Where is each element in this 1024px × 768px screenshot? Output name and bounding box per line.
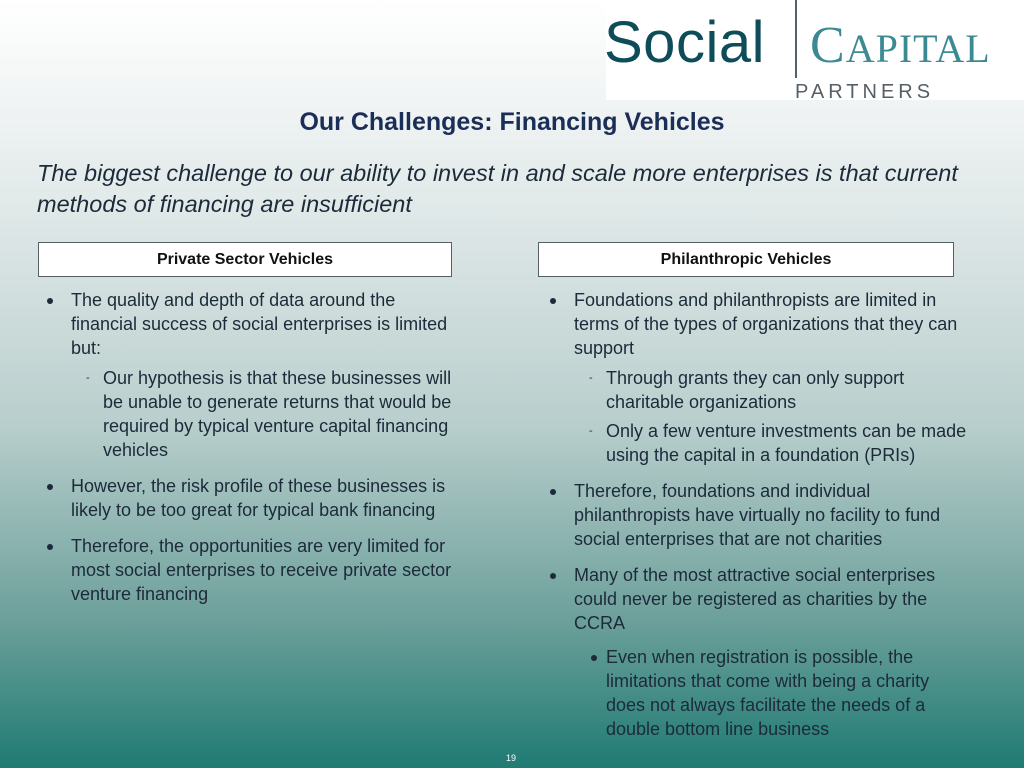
bullet-text: Foundations and philanthropists are limited in terms of the types of organizations that they can support	[574, 290, 958, 358]
bullet-text: Many of the most attractive social enterprises could never be registered as charities by the CCRA	[574, 565, 936, 633]
logo-capital-rest: APITAL	[845, 26, 991, 71]
philanthropic-header: Philanthropic Vehicles	[538, 242, 954, 277]
sub-bullet-item	[71, 366, 462, 462]
private-sector-column	[46, 288, 462, 606]
logo-partners-text: PARTNERS	[795, 81, 935, 103]
bullet-item	[46, 474, 462, 522]
sub-bullet-item	[574, 366, 969, 414]
bullet-item	[46, 534, 462, 606]
sub-bullet-text: Only a few venture investments can be made using the capital in a foundation (PRIs)	[606, 421, 967, 465]
bullet-item	[549, 288, 969, 467]
bullet-text: Therefore, foundations and individual philanthropists have virtually no facility to fund social enterprises that are not charities	[574, 481, 941, 549]
sub-bullet-text: Our hypothesis is that these businesses will be unable to generate returns that would be required by typical venture capital financing vehicles	[103, 368, 452, 460]
bullet-text: However, the risk profile of these businesses is likely to be too great for typical bank financing	[71, 476, 446, 520]
bullet-item	[46, 288, 462, 462]
logo-divider	[795, 0, 797, 78]
page-number: 19	[506, 753, 517, 763]
logo-capital-text	[810, 16, 991, 88]
logo-capital-initial: C	[810, 17, 846, 74]
logo-social-text: Social	[604, 10, 765, 75]
sub-bullet-item	[574, 419, 969, 467]
bullet-item	[549, 563, 969, 741]
slide-subtitle: The biggest challenge to our ability to invest in and scale more enterprises is that current methods of financing are insufficient	[37, 160, 958, 217]
bullet-item	[549, 479, 969, 551]
bullet-text: The quality and depth of data around the financial success of social enterprises is limited but:	[71, 290, 448, 358]
philanthropic-column	[549, 288, 969, 746]
sub-bullet-text: Even when registration is possible, the limitations that come with being a charity does not always facilitate the needs of a double bottom line business	[606, 647, 930, 739]
bullet-text: Therefore, the opportunities are very limited for most social enterprises to receive private sector venture financing	[71, 536, 452, 604]
slide-title: Our Challenges: Financing Vehicles	[299, 108, 725, 136]
private-sector-header: Private Sector Vehicles	[38, 242, 452, 277]
sub-bullet-item	[574, 645, 969, 741]
sub-bullet-text: Through grants they can only support charitable organizations	[606, 368, 905, 412]
